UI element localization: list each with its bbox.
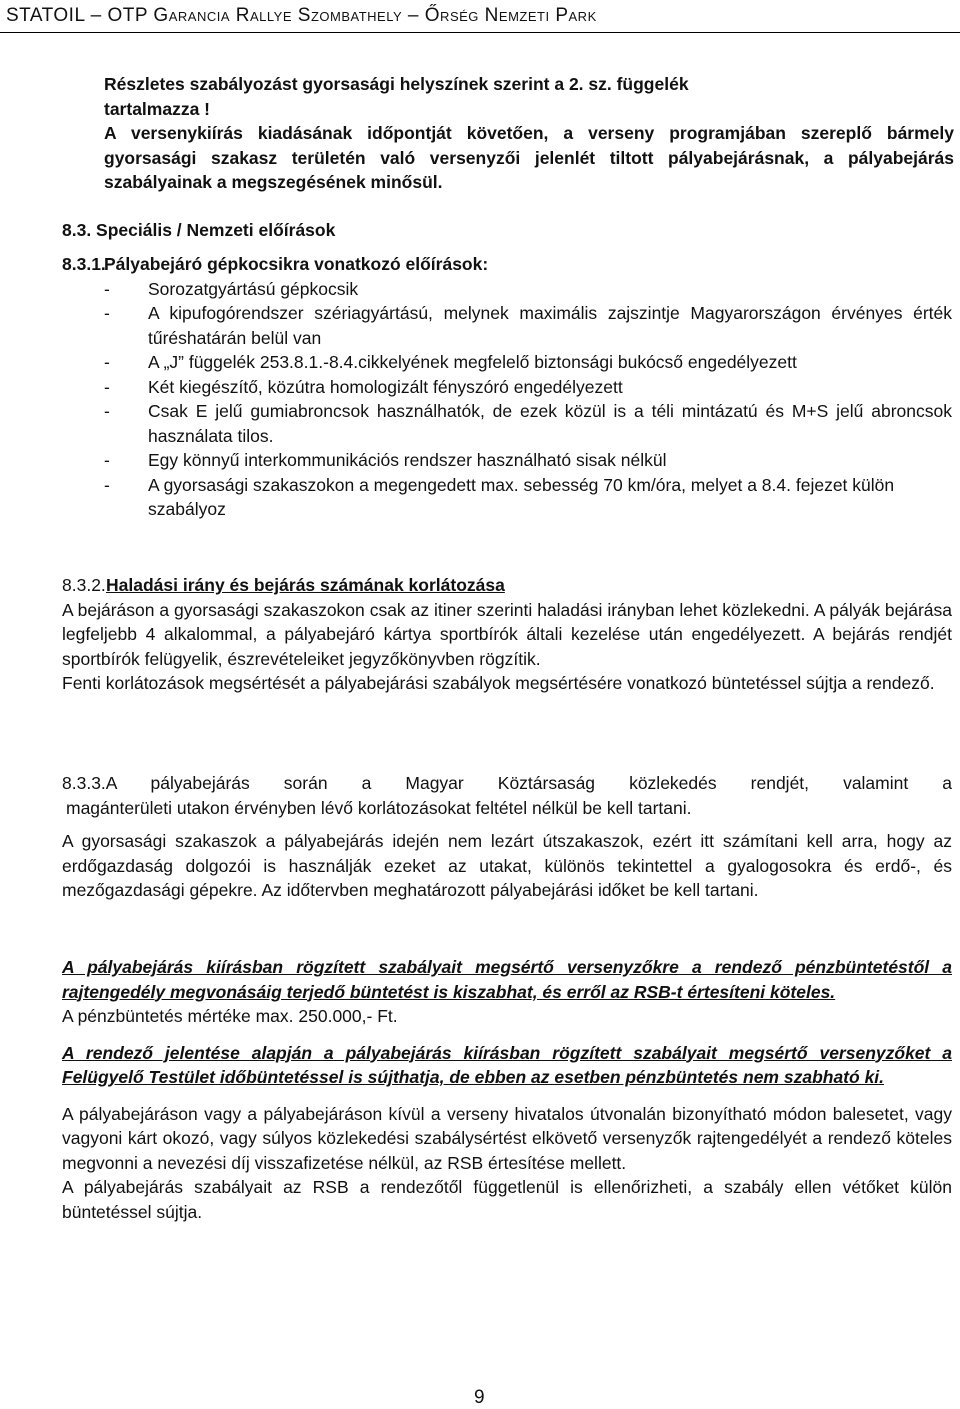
section-8-3-1 bbox=[62, 252, 952, 522]
intro-line-2: tartalmazza ! bbox=[104, 98, 211, 119]
section-8-3-2-title: Haladási irány és bejárás számának korlátozása bbox=[106, 575, 505, 595]
penalty-paragraph-1: A pályabejáráson vagy a pályabejáráson kívül a verseny hivatalos útvonalán bizonyítható módon balesetet, vagy vagyoni kárt okozó, vagy súlyos közlekedési szabálysértést elkövető versenyzők rajtengedélyét a rendező köteles megvonni a nevezési díj visszafizetése nélkül, az RSB értesítése mellett. bbox=[62, 1103, 952, 1173]
penalty-bold-paragraph-2: A rendező jelentése alapján a pályabejárás kiírásban rögzített szabályait megsértő versenyzőket a Felügyelő Testület időbüntetéssel is sújthatja, de ebben az esetben pénzbüntetés nem szabható ki. bbox=[62, 1042, 952, 1087]
section-8-3-2-paragraph-1: A bejáráson a gyorsasági szakaszokon csak az itiner szerinti haladási irányban lehet közlekedni. A pályák bejárása legfeljebb 4 alkalommal, a pályabejáró kártya sportbírók általi kezelése után engedélyezett. A bejárás rendjét sportbírók felügyelik, észrevételeiket jegyzőkönyvben rögzítik. bbox=[62, 599, 952, 669]
section-8-3-3-paragraph: A gyorsasági szakaszok a pályabejárás idején nem lezárt útszakaszok, ezért itt számítani kell arra, hogy az erdőgazdaság dolgozói is használják ezeket az utakat, különös tekintettel a gyalogosokra és erdő-, és mezőgazdasági gépekre. Az időtervben meghatározott pályabejárási időket be kell tartani. bbox=[62, 831, 952, 900]
section-8-3-2-number: 8.3.2. bbox=[62, 575, 106, 595]
section-8-3-3-line-1: 8.3.3.A pályabejárás során a Magyar Köztársaság közlekedés rendjét, valamint a bbox=[62, 773, 952, 793]
list-item: - Két kiegészítő, közútra homologizált fényszóró engedélyezett bbox=[104, 376, 623, 397]
list-item: - A „J” függelék 253.8.1.-8.4.cikkelyének megfelelő biztonsági bukócső engedélyezett bbox=[104, 352, 797, 372]
list-item: - Sorozatgyártású gépkocsik bbox=[104, 278, 359, 299]
intro-paragraph: A versenykiírás kiadásának időpontját követően, a verseny programjában szereplő bármely gyorsasági szakasz területén való versenyzői jelenlét tiltott pályabejárásnak, a pályabejárás szabályainak a megszegésének minősül. bbox=[104, 123, 954, 192]
penalty-paragraph-2: A pályabejárás szabályait az RSB a rendezőtől függetlenül is ellenőrizheti, a szabály ellen vétőket külön büntetéssel sújtja. bbox=[62, 1177, 952, 1222]
penalty-section bbox=[62, 955, 952, 1224]
section-8-3-1-title: Pályabejáró gépkocsikra vonatkozó előírások: bbox=[104, 254, 489, 274]
list-item: - A gyorsasági szakaszokon a megengedett max. sebesség 70 km/óra, melyet a 8.4. fejezet külön szabályoz bbox=[104, 474, 895, 519]
penalty-bold-paragraph-1: A pályabejárás kiírásban rögzített szabályait megsértő versenyzőkre a rendező pénzbüntetéstől a rajtengedély megvonásáig terjedő büntetést is kiszabhat, és erről az RSB-t értesíteni köteles. bbox=[62, 957, 952, 1002]
list-item: - Csak E jelű gumiabroncsok használhatók, de ezek közül is a téli mintázatú és M+S jelű abroncsok használata tilos. bbox=[104, 401, 952, 446]
list-item: - A kipufogórendszer szériagyártású, melynek maximális zajszintje Magyarországon érvényes érték tűréshatárán belül van bbox=[104, 303, 952, 348]
intro-line-1: Részletes szabályozást gyorsasági helyszínek szerint a 2. sz. függelék bbox=[104, 74, 689, 94]
section-8-3-3 bbox=[62, 771, 952, 903]
header-title: STATOIL – OTP Garancia Rallye Szombathely – Őrség Nemzeti Park bbox=[6, 5, 597, 26]
section-8-3-1-number: 8.3.1. bbox=[62, 254, 106, 274]
running-header bbox=[0, 0, 960, 33]
penalty-amount: A pénzbüntetés mértéke max. 250.000,- Ft. bbox=[62, 1006, 398, 1026]
list-item: - Egy könnyű interkommunikációs rendszer használható sisak nélkül bbox=[104, 450, 667, 470]
section-8-3-3-line-2: magánterületi utakon érvényben lévő korlátozásokat feltétel nélkül be kell tartani. bbox=[66, 797, 692, 818]
section-8-3-heading: 8.3. Speciális / Nemzeti előírások bbox=[62, 220, 336, 240]
section-8-3-2-paragraph-2: Fenti korlátozások megsértését a pályabejárási szabályok megsértésére vonatkozó büntetéssel sújtja a rendező. bbox=[62, 673, 935, 693]
intro-note bbox=[104, 72, 954, 195]
section-8-3-2 bbox=[62, 573, 952, 696]
section-8-3-3-number: 8.3.3. bbox=[62, 773, 106, 793]
page-number: 9 bbox=[474, 1387, 485, 1408]
